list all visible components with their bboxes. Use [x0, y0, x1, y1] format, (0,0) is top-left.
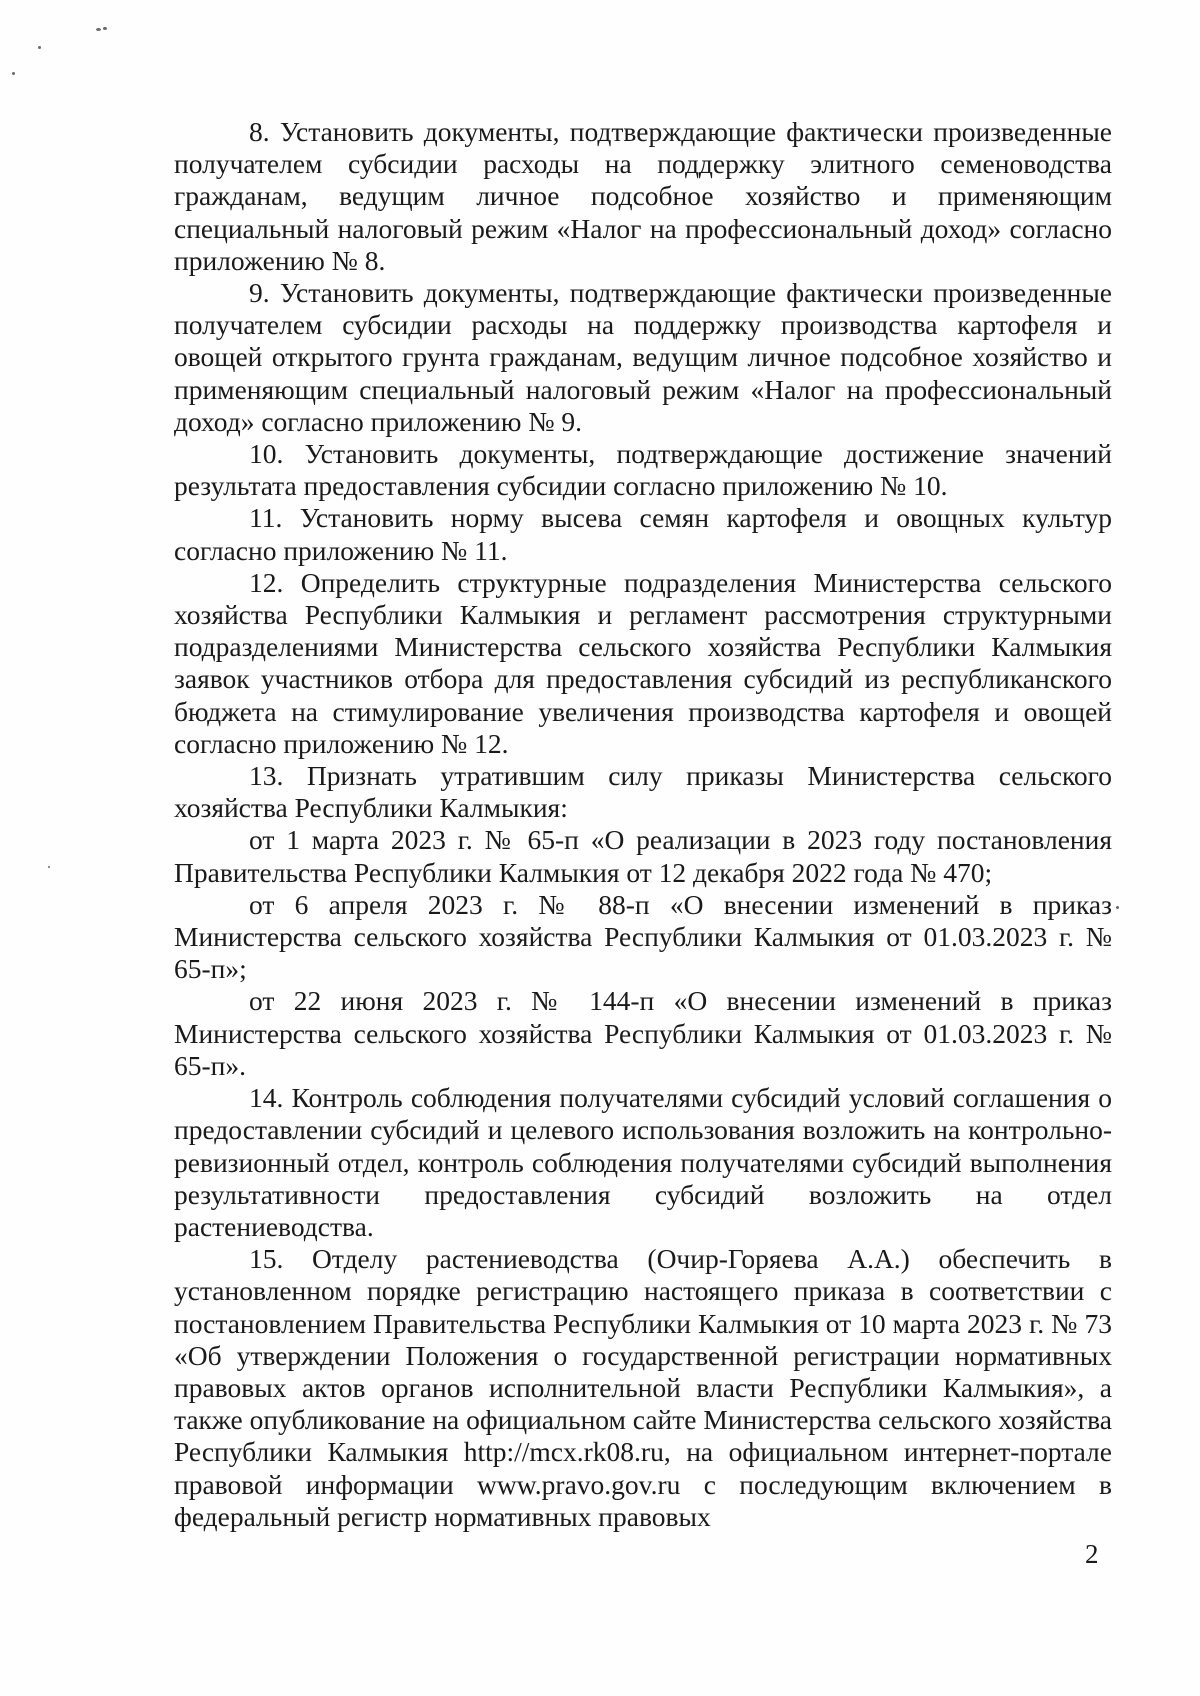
paragraph-8: 8. Установить документы, подтверждающие фактически произведенные получателем субсидии расходы на поддержку элитного семеноводства гражданам, ведущим личное подсобное хозяйство и применяющим специальный налоговый режим «Налог на профессиональный доход» согласно приложению № 8. — [174, 116, 1112, 276]
paragraph-10: 10. Установить документы, подтверждающие достижение значений результата предоставления субсидии согласно приложению № 10. — [174, 438, 1112, 502]
scan-speck — [1116, 906, 1119, 909]
paragraph-12: 12. Определить структурные подразделения Министерства сельского хозяйства Республики Калмыкия и регламент рассмотрения структурными подразделениями Министерства сельского хозяйства Республики Калмыкия заявок участников отбора для предоставления субсидий из республиканского бюджета на стимулирование увеличения производства картофеля и овощей согласно приложению № 12. — [174, 566, 1112, 759]
paragraph-13: 13. Признать утратившим силу приказы Министерства сельского хозяйства Республики Калмыкия: — [174, 760, 1112, 824]
paragraph-13-order-3: от 22 июня 2023 г. № 144-п «О внесении изменений в приказ Министерства сельского хозяйства Республики Калмыкия от 01.03.2023 г. № 65-п». — [174, 985, 1112, 1081]
paragraph-13-order-1: от 1 марта 2023 г. № 65-п «О реализации в 2023 году постановления Правительства Республики Калмыкия от 12 декабря 2022 года № 470; — [174, 824, 1112, 888]
scan-speck — [12, 72, 15, 75]
paragraph-11: 11. Установить норму высева семян картофеля и овощных культур согласно приложению № 11. — [174, 502, 1112, 566]
paragraph-13-order-2: от 6 апреля 2023 г. № 88-п «О внесении изменений в приказ Министерства сельского хозяйства Республики Калмыкия от 01.03.2023 г. № 65-п»; — [174, 888, 1112, 985]
paragraph-15: 15. Отделу растениеводства (Очир-Горяева А.А.) обеспечить в установленном порядке регистрацию настоящего приказа в соответствии с постановлением Правительства Республики Калмыкия от 10 марта 2023 г. № 73 «Об утверждении Положения о государственной регистрации нормативных правовых актов органов исполнительной власти Республики Калмыкия», а также опубликование на официальном сайте Министерства сельского хозяйства Республики Калмыкия http://mcx.rk08.ru, на официальном интернет-портале правовой информации www.pravo.gov.ru с последующим включением в федеральный регистр нормативных правовых — [174, 1243, 1112, 1532]
scan-speck — [48, 866, 50, 868]
paragraph-9: 9. Установить документы, подтверждающие фактически произведенные получателем субсидии расходы на поддержку производства картофеля и овощей открытого грунта гражданам, ведущим личное подсобное хозяйство и применяющим специальный налоговый режим «Налог на профессиональный доход» согласно приложению № 9. — [174, 277, 1112, 437]
document-body — [174, 116, 1112, 1533]
scan-speck — [38, 46, 41, 49]
scan-speck — [96, 28, 101, 31]
paragraph-14: 14. Контроль соблюдения получателями субсидий условий соглашения о предоставлении субсидий и целевого использования возложить на контрольно-ревизионный отдел, контроль соблюдения получателями субсидий выполнения результативности предоставления субсидий возложить на отдел растениеводства. — [174, 1082, 1112, 1242]
page-number: 2 — [1085, 1539, 1099, 1569]
scan-speck — [103, 27, 107, 30]
